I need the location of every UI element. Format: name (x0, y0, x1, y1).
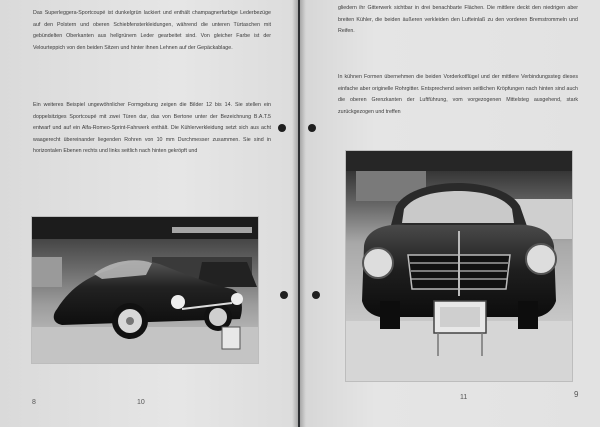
right-paragraph-2: In kühnen Formen übernehmen die beiden Vorderkotflügel und der mittlere Verbindungssteg dieses einfache aber originelle Rohrgitter. Entsprechend seinen seitlichen Kröpfungen nach hinten sind auch die oberen Grenzkanten der Luftführung, vom vorgezogenen Mittelsteg ausgehend, stark zurückgezogen und treffen (338, 74, 578, 115)
right-page-number: 9 (574, 390, 579, 399)
car-front-photo (345, 150, 573, 382)
right-figure-number: 11 (460, 394, 468, 401)
left-paragraph-2: Ein weiteres Beispiel ungewöhnlicher Formgebung zeigen die Bilder 12 bis 14. Sie stellen ein doppelsitziges Sportcoupé mit zwei Türen dar, das von Bertone unter der Bezeichnung B.A.T.5 entwarf und auf ein Alfa-Romeo-Sprint-Fahrwerk enthält. Die Kühlerverkleidung setzt sich aus acht waagerecht übereinander liegenden Rohren von 10 mm Durchmesser zusammen. Sie sind in horizontalen Ebenen rechts und links seitlich nach hinten gekröpft und (33, 102, 271, 155)
punch-hole-left-upper (278, 124, 286, 132)
left-page (0, 0, 298, 427)
left-paragraph-1: Das Superleggera-Sportcoupé ist dunkelgrün lackiert und enthält champagnerfarbige Lederbezüge auf den Polstern und oberen Schiebfensterkleidungen, während die unteren Türtaschen mit gebündelten Oberkanten aus hellgrünem Leder gearbeitet sind. Von gleicher Farbe ist der Velourteppich von den beiden Sitzen und hinter ihnen Lehnen auf der Gepäckablage. (33, 10, 271, 51)
left-page-number: 8 (32, 399, 36, 406)
right-paragraph-1: gliedern ihr Gitterwerk sichtbar in drei benachbarte Flächen. Die mittlere deckt den niedrigen aber breiten Kühler, die beiden äußeren verkleiden den Lufteinlaß zu den vorderen Bremstrommeln und Reifen. (338, 5, 578, 35)
right-page (300, 0, 600, 427)
punch-hole-right-upper (308, 124, 316, 132)
punch-hole-left-lower (280, 291, 288, 299)
book-gutter (292, 0, 306, 427)
left-figure-number: 10 (137, 399, 145, 406)
car-side-photo (31, 216, 259, 364)
punch-hole-right-lower (312, 291, 320, 299)
